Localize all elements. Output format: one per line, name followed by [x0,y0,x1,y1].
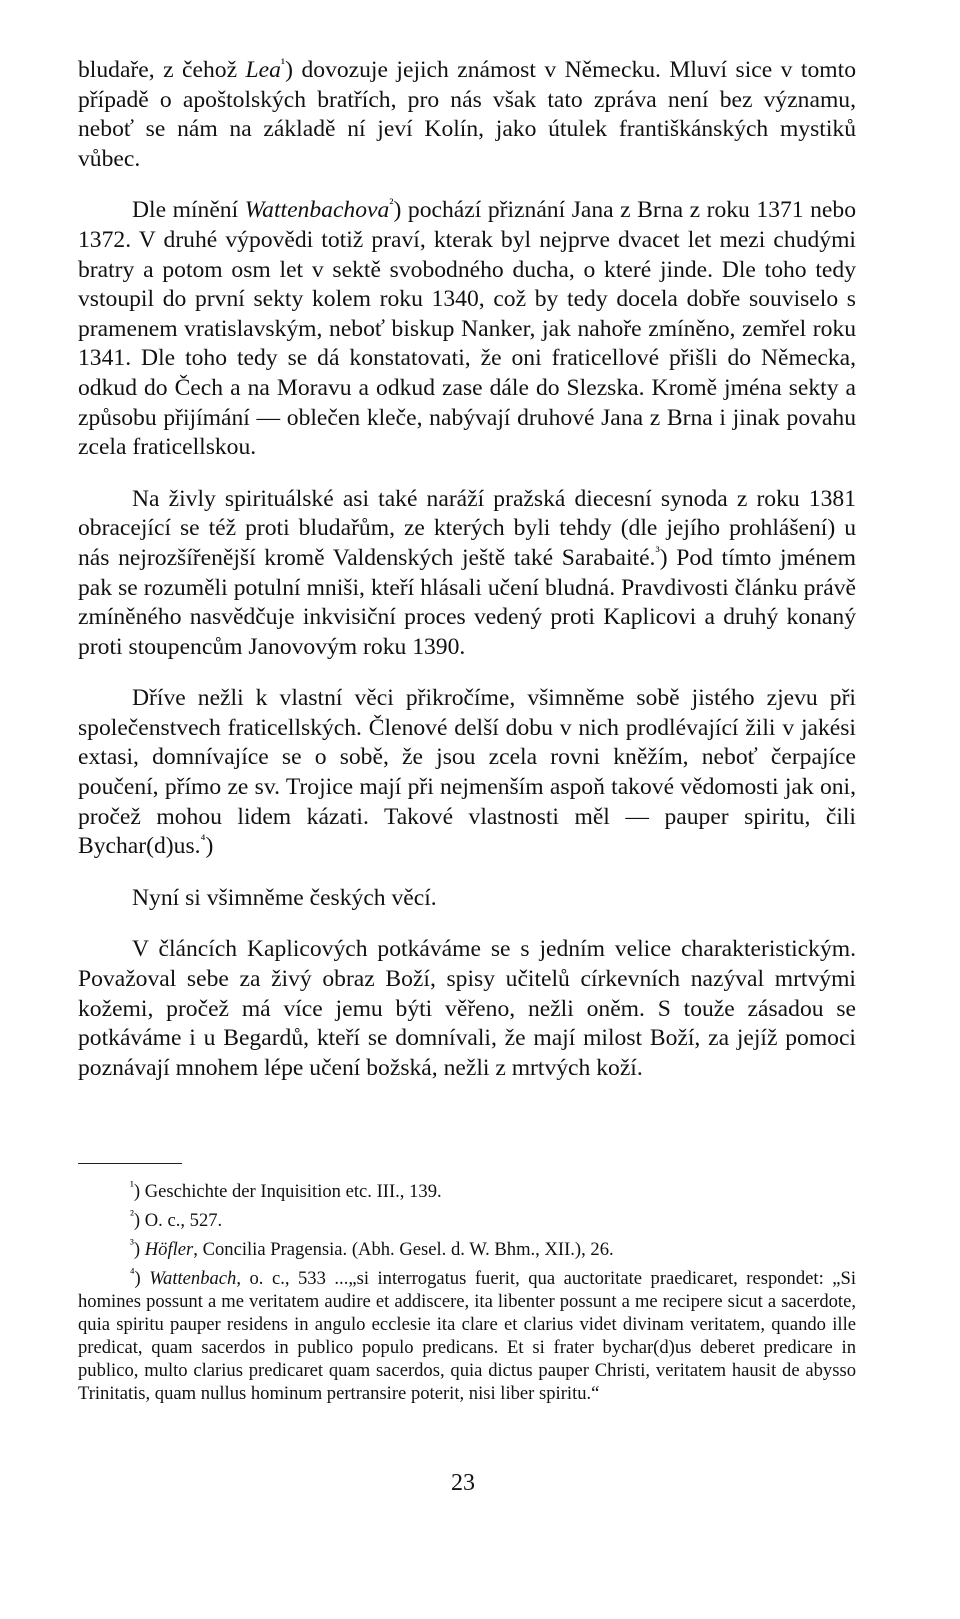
italic-name: Lea [245,57,281,83]
paragraph [78,884,856,914]
footnote-ref: ³ [655,544,660,561]
paragraph [78,935,856,1083]
page-number: 23 [451,1470,475,1496]
footnote-text: , Concilia Pragensia. (Abh. Gesel. d. W. Bhm., XII.), 26. [193,1239,614,1260]
paragraph-text: ) Pod tímto jménem pak se rozuměli potulní mniši, kteří hlásali učení bludná. Pravdivosti článku právě zmíněného nasvědčuje inkvisiční proces vedený proti Kaplicovi a druhý konaný proti stoupencům Janovovým roku 1390. [78,544,856,660]
italic-name: Wattenbachova [244,197,390,224]
paragraph-text: V článcích Kaplicových potkáváme se s jedním velice charakteristickým. Považoval sebe za živý obraz Boží, spisy učitelů církevních nazýval mrtvými kožemi, pročež má více jemu býti věřeno, nežli oněm. S touže zásadou se potkáváme i u Begardů, kteří se domnívali, že mají milost Boží, za jejíž pomoci poznávají mnohem lépe učení božská, nežli z mrtvých koží. [78,936,856,1081]
paragraph-text: Na živly spirituálské asi také naráží pražská diecesní synoda z roku 1381 obracející se též proti bludařům, ze kterých byli tehdy (dle jejího prohlášení) u nás nejrozšířenější kromě Valdenských ještě také Sarabaité. [78,485,856,571]
footnote [78,1235,856,1261]
paragraph-text: Dle mínění [132,197,245,224]
paragraph [78,684,856,862]
footnote-mark: ² [130,1206,134,1222]
paragraph-text: Dříve nežli k vlastní věci přikročíme, všimněme sobě jistého zjevu při společenstvech fraticellských. Členové delší dobu v nich prodlévající žili v jakési extasi, domnívajíce se o sobě, že jsou zcela rovni kněžím, neboť čerpajíce poučení, přímo ze sv. Trojice mají při nejmenším aspoň takové vědomosti jak oni, pročež mohou lidem kázati. Takové vlastnosti měl — pauper spiritu, čili Bychar(d)us. [78,685,856,860]
paragraph-text: ) [205,833,214,860]
footnote-mark: ⁴ [130,1264,135,1280]
italic-name: Höfler [144,1239,194,1260]
italic-name: Wattenbach [149,1268,237,1289]
footnote-ref: ⁴ [200,832,206,849]
footnote-ref: ¹ [280,56,286,73]
footnote [78,1177,856,1203]
paragraph [78,56,856,174]
footnote [78,1206,856,1232]
footnote-text: , o. c., 533 ...„si interrogatus fuerit, qua auctoritate praedicaret, respondet: „Si homines possunt a me veritatem audire et addiscere, ita libenter possunt a me recipere sicut a sacerdote, quia spiritu pauper residens in angulo ecclesie ita clare et clarius videt divinam veritatem, quando ille predicat, quam sacerdos in publico populo predicans. Et si frater bychar(d)us deberet predicare in publico, multo clarius predicaret quam sacerdos, quia dictus pauper Christi, veritatem hausit de abysso Trinitatis, quam nullus hominum pertransire poterit, nisi liber spiritu.“ [78,1268,857,1404]
footnotes [78,1177,857,1411]
paragraph [78,485,856,663]
footnote-text: ) [133,1239,145,1260]
footnote-text: ) O. c., 527. [133,1210,223,1231]
footnote-mark: ¹ [130,1177,134,1193]
paragraph-text: bludaře, z čehož [78,57,246,83]
footnote-divider [78,1163,182,1164]
footnote-text: ) [134,1268,150,1289]
footnote-mark: ³ [130,1235,134,1251]
footnote [78,1264,857,1405]
footnote-text: ) Geschichte der Inquisition etc. III., 139. [133,1181,442,1202]
paragraph-text: Nyní si všimněme českých věcí. [132,884,437,911]
paragraph-text: ) dovozuje jejich známost v Německu. Mluví sice v tomto případě o apoštolských bratřích, pro nás však tato zpráva není bez významu, neboť se nám na základě ní jeví Kolín, jako útulek františkánských mystiků vůbec. [78,57,856,172]
paragraph-text: ) pochází přiznání Jana z Brna z roku 1371 nebo 1372. V druhé výpovědi totiž praví, kterak byl nejprve dvacet let mezi chudými bratry a potom osm let v sektě svobodného ducha, o které jinde. Dle toho tedy vstoupil do první sekty kolem roku 1340, což by tedy docela dobře souviselo s pramenem vratislavským, neboť biskup Nanker, jak nahoře zmíněno, zemřel roku 1341. Dle toho tedy se dá konstatovati, že oni fraticellové přišli do Německa, odkud do Čech a na Moravu a odkud zase dále do Slezska. Kromě jména sekty a způsobu přijímání — oblečen kleče, nabývají druhové Jana z Brna i jinak povahu zcela fraticellskou. [78,197,856,461]
body-text [78,56,856,1083]
footnote-ref: ² [389,196,394,213]
paragraph [78,196,856,462]
